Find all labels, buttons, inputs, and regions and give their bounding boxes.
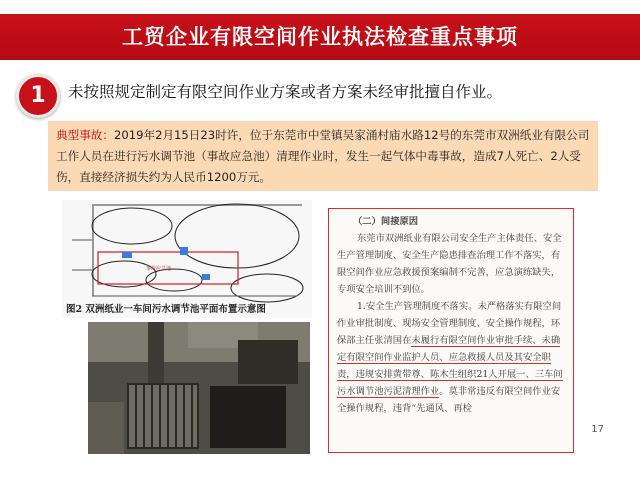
report-section-title: （二）间接原因 [353,216,419,227]
investigation-report-excerpt [328,208,574,453]
tank-grating-photo [88,322,310,454]
report-para2-heading: 1.安全生产管理制度不落实 [357,301,469,312]
item-number-badge: 1 [16,74,60,118]
site-plan-diagram-image [62,200,312,318]
report-para2-tail: 。莫非常违反有限空间作业安全操作规程，违背“先通风、再检 [337,386,561,414]
page-title: 工贸企业有限空间作业执法检查重点事项 [122,25,518,49]
site-plan-drawing [62,200,312,318]
report-highlighted-text: 未履行有限空间作业审批手续、未确定有限空间作业监护人员、应急救援人员及其安全职责，违规安排黄带尊、陈木生组织21人开展一、三车间污水调节池污泥清理作业 [337,335,563,397]
page-number: 17 [591,424,604,435]
tank-photo-drawing [88,322,310,454]
item-heading: 未按照规定制定有限空间作业方案或者方案未经审批擅自作业。 [68,83,503,101]
diagram-label: 事故应急池 [146,266,172,272]
report-paragraph-1: 东莞市双洲纸业有限公司安全生产主体责任、安全生产管理制度、安全生产隐患排查治理工作不落实，有限空间作业应急救援预案编制不完善，应急演练缺失，专项安全培训不到位。 [337,233,562,295]
case-text: 2019年2月15日23时许，位于东莞市中堂镇吴家涌村庙水路12号的东莞市双洲纸业有限公司工作人员在进行污水调节池（事故应急池）清理作业时，发生一起气体中毒事故，造成7人死亡、2人受伤，直接经济损失约为人民币1200万元。 [56,128,590,184]
case-label: 典型事故： [56,128,114,142]
diagram-caption: 图2 双洲纸业一车间污水调节池平面布置示意图 [66,304,266,315]
report-para2-text: 。未严格落实有限空间作业审批制度、现场安全管理制度、安全操作规程，环保部主任张清国在 [337,301,562,346]
report-paragraph-2 [337,298,565,417]
case-summary-box [48,121,598,191]
